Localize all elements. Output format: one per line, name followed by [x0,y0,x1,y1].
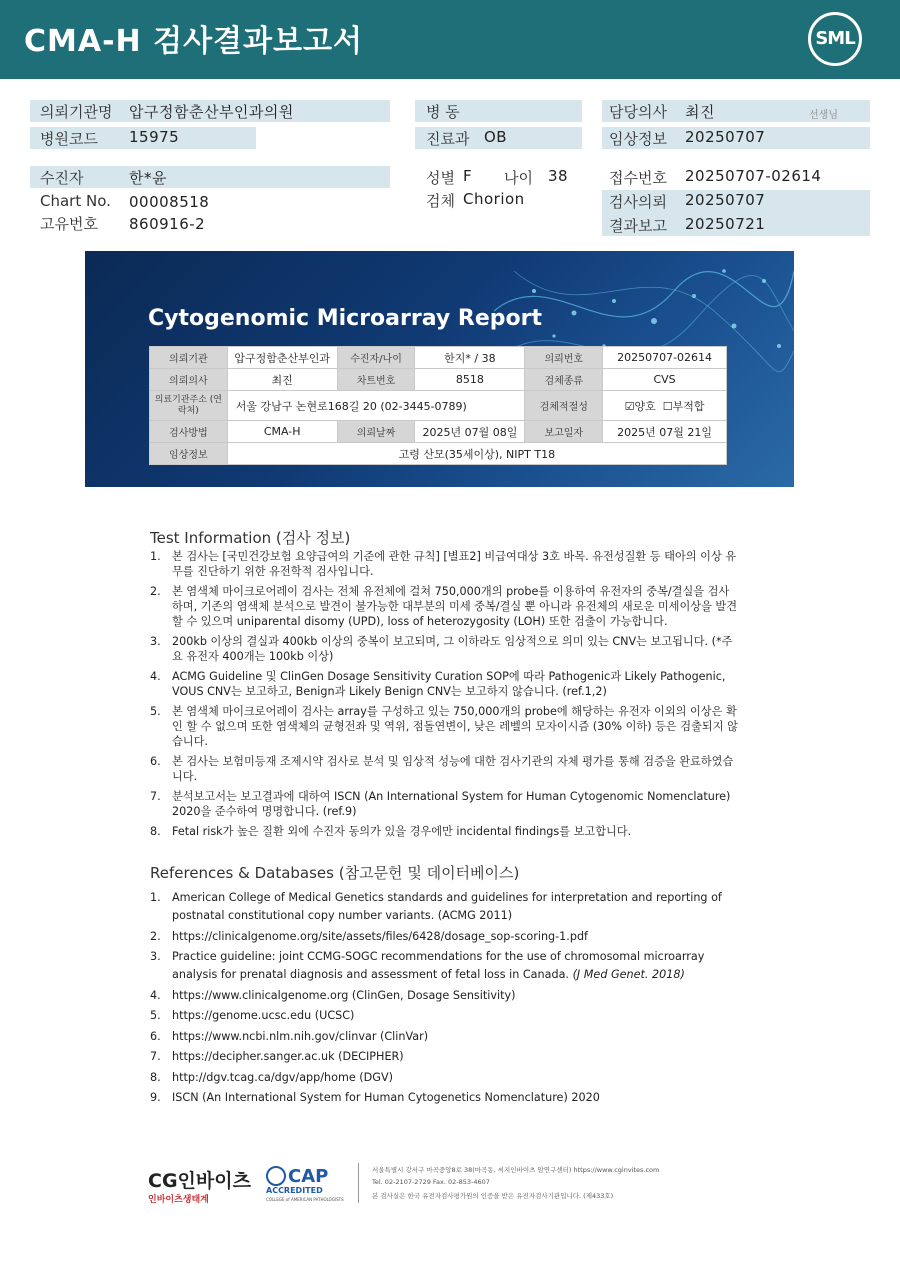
reference-text: Practice guideline: joint CCMG-SOGC recommendations for the use of chromosomal microarray analysis for prenatal diagnosis and assessment of fetal loss in Canada. [172,950,705,981]
table-cell-label: 의뢰번호 [525,347,603,369]
dept-value: OB [484,128,508,146]
table-cell-address: 서울 강남구 논현로168길 20 (02-3445-0789) [227,391,525,421]
institution-value: 압구정함춘산부인과의원 [129,103,294,121]
table-row [150,347,727,369]
list-item: 1. American College of Medical Genetics standards and guidelines for interpretation and reporting of postnatal constitutional copy number variants. (ACMG 2011) [150,891,722,922]
table-cell: 한지* / 38 [415,347,525,369]
reference-text: American College of Medical Genetics standards and guidelines for interpretation and reporting of postnatal constitutional copy number variants. (ACMG 2011) [172,891,722,922]
sex-label: 성별 [426,169,455,187]
list-item: 2. https://clinicalgenome.org/site/assets/files/6428/dosage_sop-scoring-1.pdf [150,929,588,943]
sex-value: F [463,167,473,185]
cg-invites-logo: CG인바이츠 [148,1170,251,1192]
cap-ring-icon [266,1166,286,1186]
age-value: 38 [548,167,569,185]
table-cell: 8518 [415,369,525,391]
test-info-title: Test Information (검사 정보) [150,529,351,547]
references-title: References & Databases (참고문헌 및 데이터베이스) [150,864,520,882]
table-cell-label: 검체적절성 [525,391,603,421]
table-cell: 2025년 07월 21일 [603,421,727,443]
chart-value: 00008518 [129,193,210,211]
list-item: 3. 200kb 이상의 결실과 400kb 이상의 중복이 보고되며, 그 이하라도 임상적으로 의미 있는 CNV는 보고됩니다. (*주요 유전자 400개는 100kb 이상) [150,635,733,663]
fitness-ok-label: 양호 [634,399,656,413]
list-item: 7. 분석보고서는 보고결과에 대하여 ISCN (An International System for Human Cytogenomic Nomenclature) 2020을 준수하여 명명합니다. (ref.9) [150,790,731,818]
doctor-suffix: 선생님 [809,110,838,121]
table-cell-label: 의뢰기관 [150,347,228,369]
table-cell-label: 차트번호 [337,369,415,391]
list-item: 5. https://genome.ucsc.edu (UCSC) [150,1009,355,1022]
cap-college-text: COLLEGE of AMERICAN PATHOLOGISTS [266,1197,344,1202]
reference-link[interactable]: http://dgv.tcag.ca/dgv/app/home (DGV) [172,1070,393,1084]
institution-label: 의뢰기관명 [40,103,113,121]
table-cell: 최진 [227,369,337,391]
specimen-value: Chorion [463,190,525,208]
ward-label: 병 동 [426,103,460,121]
hospital-code-value: 15975 [129,128,180,146]
cap-accredited-text: ACCREDITED [266,1186,323,1195]
specimen-label: 검체 [426,192,455,210]
list-item: 1. 본 검사는 [국민건강보험 요양급여의 기준에 관한 규칙] [별표2] 비급여대상 3호 바목. 유전성질환 등 태아의 이상 유무를 진단하기 위한 유전학적 검사입니다. [150,550,737,578]
table-cell: 20250707-02614 [603,347,727,369]
references-list [150,889,740,1110]
patient-value: 한*윤 [129,169,167,187]
patient-label: 수진자 [40,169,84,187]
chart-label: Chart No. [40,192,111,210]
table-cell-clinical: 고령 산모(35세이상), NIPT T18 [227,443,726,465]
patient-bar [30,166,390,188]
receipt-label: 접수번호 [609,169,667,187]
report-title: Cytogenomic Microarray Report [148,306,542,331]
list-item: 8. Fetal risk가 높은 질환 외에 수진자 동의가 있을 경우에만 incidental findings를 보고합니다. [150,825,632,838]
list-item: 7. https://decipher.sanger.ac.uk (DECIPHER) [150,1050,404,1063]
reference-link[interactable]: https://www.ncbi.nlm.nih.gov/clinvar (ClinVar) [172,1029,429,1043]
sml-logo [808,12,862,66]
id-label: 고유번호 [40,215,98,233]
fitness-bad-label: 부적합 [672,399,705,413]
list-item: 9. ISCN (An International System for Human Cytogenetics Nomenclature) 2020 [150,1091,600,1104]
result-label: 결과보고 [609,217,667,235]
table-row [150,421,727,443]
cap-text: CAP [288,1166,329,1187]
receipt-value: 20250707-02614 [685,167,822,185]
request-label: 검사의뢰 [609,193,667,211]
list-item: 6. 본 검사는 보험미등재 조제시약 검사로 분석 및 임상적 성능에 대한 검사기관의 자체 평가를 통해 검증을 완료하였습니다. [150,755,734,783]
reference-link[interactable]: https://clinicalgenome.org/site/assets/files/6428/dosage_sop-scoring-1.pdf [172,929,588,943]
cg-invites-sub: 인바이츠생태계 [148,1195,209,1205]
list-item: 4. https://www.clinicalgenome.org (ClinGen, Dosage Sensitivity) [150,988,516,1002]
list-item: 8. http://dgv.tcag.ca/dgv/app/home (DGV) [150,1070,393,1084]
list-item: 4. ACMG Guideline 및 ClinGen Dosage Sensitivity Curation SOP에 따라 Pathogenic과 Likely Pathogenic, VOUS CNV는 보고하고, Benign과 Likely Benign CNV는 보고하지 않습니다. (ref.1,2) [150,670,726,698]
doctor-label: 담당의사 [609,103,667,121]
reference-text: ISCN (An International System for Human Cytogenetics Nomenclature) 2020 [172,1091,600,1104]
list-item-text: 본 검사는 [국민건강보험 요양급여의 기준에 관한 규칙] [별표2] 비급여대상 3호 바목. 유전성질환 등 태아의 이상 유무를 진단하기 위한 유전학적 검사입니다. [172,550,737,578]
reference-link[interactable]: https://decipher.sanger.ac.uk (DECIPHER) [172,1050,404,1063]
table-cell-label: 수진자/나이 [337,347,415,369]
list-item: 2. 본 염색체 마이크로어레이 검사는 전체 유전체에 걸쳐 750,000개의 probe를 이용하여 유전자의 중복/결실을 검사하며, 기존의 염색체 분석으로 발견이 불가능한 대부분의 미세 중복/결실 뿐 아니라 유전체의 새로운 미세이상을 발견 할 수 있으며 uniparental disomy (UPD), loss of heterozygosity (LOH) 또한 검출이 가능합니다. [150,585,738,628]
report-summary-table [149,346,727,465]
report-header [0,0,900,79]
sml-logo-text: SML [815,28,855,49]
test-info-list [150,549,740,844]
footer-certification: 본 검사실은 한국 유전자검사평가원의 인증을 받은 유전자검사기관입니다. (제433호) [372,1192,614,1200]
list-item: 3. Practice guideline: joint CCMG-SOGC recommendations for the use of chromosomal microarray analysis for prenatal diagnosis and assessment of fetal loss in Canada. (J Med Genet. 2018) [150,950,705,981]
checkbox-empty-icon: ☐ [662,399,673,413]
table-cell-label: 임상정보 [150,443,228,465]
table-cell: 2025년 07월 08일 [415,421,525,443]
list-item-text: 본 염색체 마이크로어레이 검사는 전체 유전체에 걸쳐 750,000개의 probe를 이용하여 유전자의 중복/결실을 검사하며, 기존의 염색체 분석으로 발견이 불가능한 대부분의 미세 중복/결실 뿐 아니라 유전체의 새로운 미세이상을 발견 할 수 있으며 uniparental disomy (UPD), loss of heterozygosity (LOH) 또한 검출이 가능합니다. [172,585,738,628]
list-item: 5. 본 염색체 마이크로어레이 검사는 array를 구성하고 있는 750,000개의 probe에 해당하는 유전자 이외의 이상은 확인 할 수 없으며 또한 염색체의 균형전좌 및 역위, 점돌연변이, 낮은 레벨의 모자이시즘 (30% 이하) 등은 검출되지 않습니다. [150,705,738,748]
checkbox-checked-icon: ☑ [624,399,635,413]
table-cell-label: 의뢰날짜 [337,421,415,443]
table-cell-label: 보고일자 [525,421,603,443]
report-banner [85,251,794,487]
result-value: 20250721 [685,215,766,233]
table-cell-label: 의뢰의사 [150,369,228,391]
reference-journal: (J Med Genet. 2018) [572,968,685,981]
table-row [150,391,727,421]
list-item-text: 본 검사는 보험미등재 조제시약 검사로 분석 및 임상적 성능에 대한 검사기관의 자체 평가를 통해 검증을 완료하였습니다. [172,755,734,783]
table-row [150,443,727,465]
table-row [150,369,727,391]
page-title: CMA-H 검사결과보고서 [24,24,363,59]
list-item: 6. https://www.ncbi.nlm.nih.gov/clinvar (ClinVar) [150,1029,429,1043]
clinical-label: 임상정보 [609,130,667,148]
hospital-code-label: 병원코드 [40,130,98,148]
table-cell-label: 의료기관주소 (연락처) [150,391,228,421]
dept-label: 진료과 [426,130,470,148]
clinical-value: 20250707 [685,128,766,146]
table-cell: 압구정함춘산부인과 [227,347,337,369]
table-cell-label: 검체종류 [525,369,603,391]
footer-address: 서울특별시 강서구 마곡중앙8로 38(마곡동, 씨지인바이츠 암연구센터) https://www.cginvites.com [372,1166,660,1174]
reference-link[interactable]: https://genome.ucsc.edu (UCSC) [172,1009,355,1022]
table-cell: CVS [603,369,727,391]
list-item-text: 200kb 이상의 결실과 400kb 이상의 중복이 보고되며, 그 이하라도 임상적으로 의미 있는 CNV는 보고됩니다. (*주요 유전자 400개는 100kb 이상) [172,635,733,663]
list-item-text: Fetal risk가 높은 질환 외에 수진자 동의가 있을 경우에만 incidental findings를 보고합니다. [172,825,632,838]
cap-accredited-logo [266,1166,350,1202]
list-item-text: ACMG Guideline 및 ClinGen Dosage Sensitivity Curation SOP에 따라 Pathogenic과 Likely Pathogenic, VOUS CNV는 보고하고, Benign과 Likely Benign CNV는 보고하지 않습니다. (ref.1,2) [172,670,726,698]
age-label: 나이 [504,169,533,187]
doctor-value: 최진 [685,103,715,121]
footer-divider [358,1163,359,1203]
list-item-text: 본 염색체 마이크로어레이 검사는 array를 구성하고 있는 750,000개의 probe에 해당하는 유전자 이외의 이상은 확인 할 수 없으며 또한 염색체의 균형전좌 및 역위, 점돌연변이, 낮은 레벨의 모자이시즘 (30% 이하) 등은 검출되지 않습니다. [172,705,738,748]
request-value: 20250707 [685,191,766,209]
footer-contact: Tel. 02-2107-2729 Fax. 02-853-4607 [372,1178,490,1186]
table-cell-label: 검사방법 [150,421,228,443]
list-item-text: 분석보고서는 보고결과에 대하여 ISCN (An International System for Human Cytogenomic Nomenclature) 2020을 준수하여 명명합니다. (ref.9) [172,790,731,818]
table-cell: CMA-H [227,421,337,443]
specimen-fitness-cell [603,391,727,421]
id-value: 860916-2 [129,215,206,233]
reference-link[interactable]: https://www.clinicalgenome.org (ClinGen, Dosage Sensitivity) [172,988,516,1002]
